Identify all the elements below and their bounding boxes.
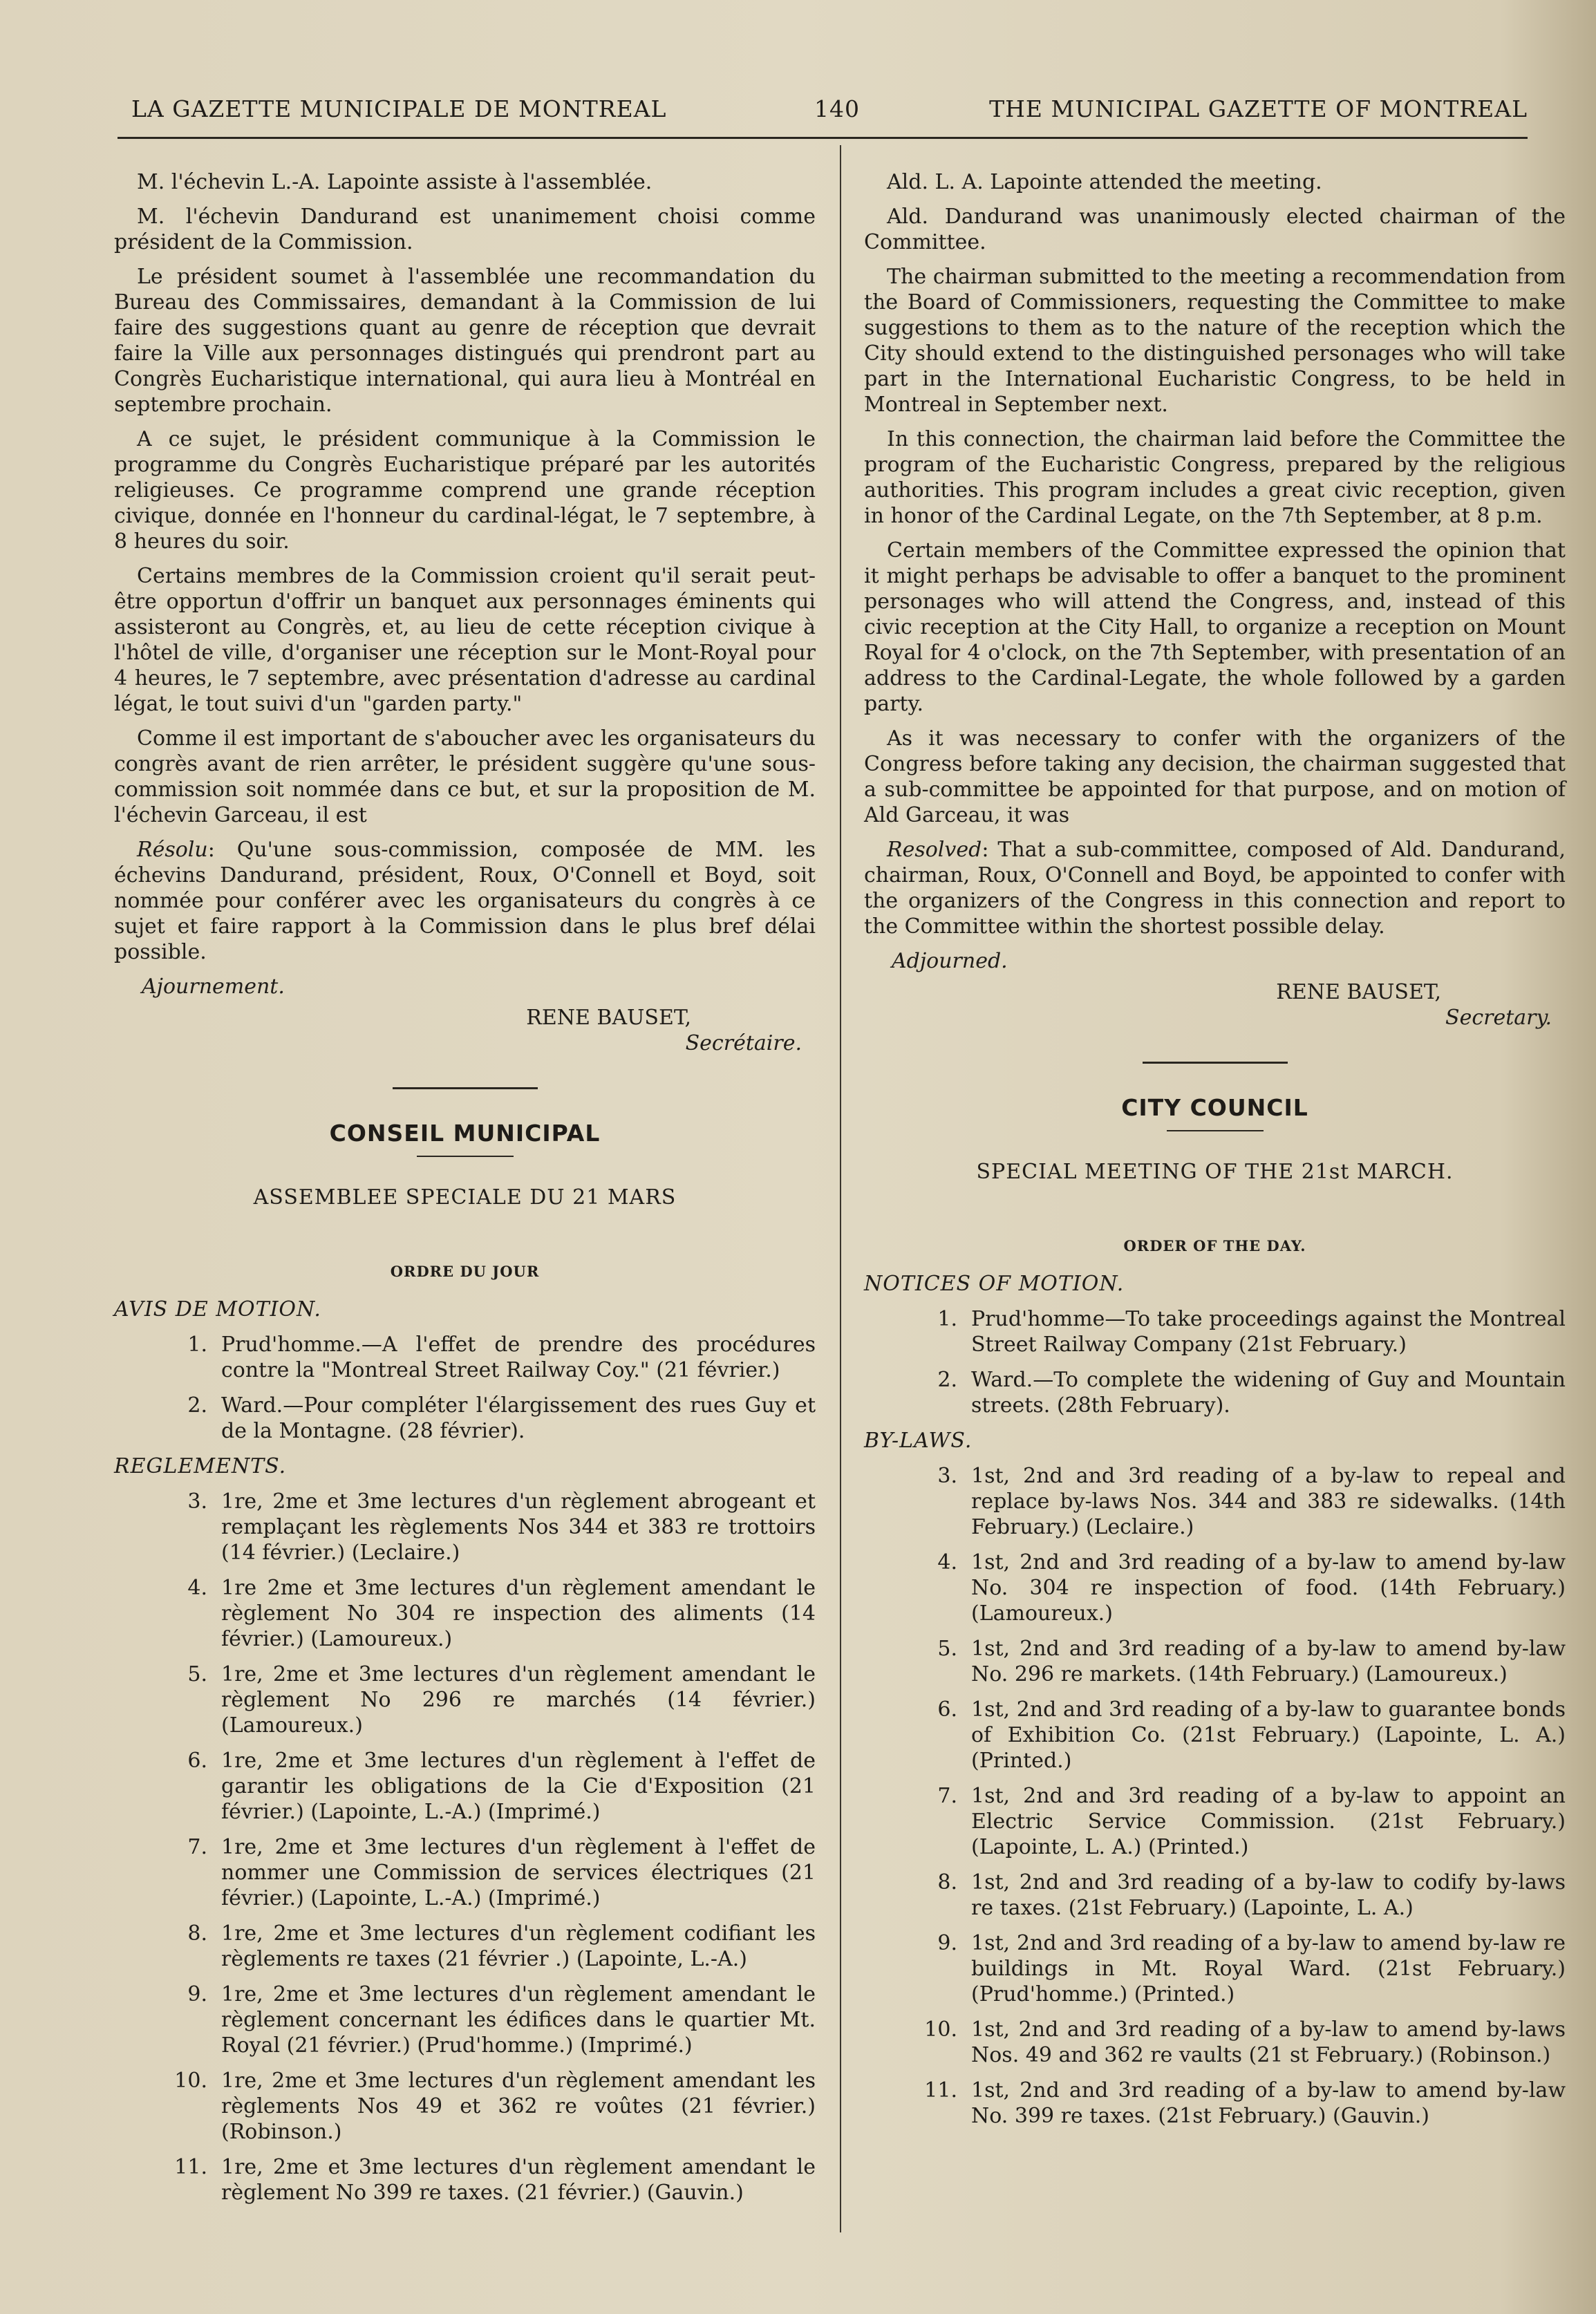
list-item	[864, 2078, 1566, 2129]
item-number: 4.	[937, 1550, 957, 1574]
item-text: 1st, 2nd and 3rd reading of a by-law to amend by-law No. 399 re taxes. (21st February.) (Gauvin.)	[971, 2078, 1566, 2128]
list-item	[864, 1636, 1566, 1687]
section-rule	[393, 1087, 538, 1089]
list-item	[864, 1783, 1566, 1860]
item-number: 7.	[187, 1835, 207, 1859]
item-number: 6.	[187, 1749, 207, 1773]
item-number: 7.	[937, 1784, 957, 1808]
item-number: 1.	[937, 1307, 957, 1331]
paragraph: A ce sujet, le président communique à la Commission le programme du Congrès Eucharistique préparé par les autorités religieuses. Ce programme comprend une grande réception civique, donnée en l'honneur du cardinal-légat, le 7 septembre, à 8 heures du soir.	[114, 427, 816, 554]
item-number: 9.	[937, 1931, 957, 1955]
paragraph: Ald. Dandurand was unanimously elected chairman of the Committee.	[864, 205, 1566, 254]
header-title-english: THE MUNICIPAL GAZETTE OF MONTREAL	[989, 95, 1528, 122]
paragraph: Certain members of the Committee expressed the opinion that it might perhaps be advisable to offer a banquet to the prominent personages who will attend the Congress, and, instead of this civic reception at the City Hall, to organize a reception on Mount Royal for 4 o'clock, on the 7th September, with presentation of an address to the Cardinal-Legate, the whole followed by a garden party.	[864, 538, 1566, 716]
paragraph: As it was necessary to confer with the organizers of the Congress before taking any decision, the chairman suggested that a sub-committee be appointed for that purpose, and on motion of Ald Garceau, it was	[864, 726, 1566, 827]
item-number: 4.	[187, 1576, 207, 1600]
item-text: 1st, 2nd and 3rd reading of a by-law to appoint an Electric Service Commission. (21st February.) (Lapointe, L. A.) (Printed.)	[971, 1784, 1566, 1859]
item-text: 1st, 2nd and 3rd reading of a by-law to amend by-law No. 304 re inspection of food. (14th February.) (Lamoureux.)	[971, 1550, 1566, 1626]
signature-title: Secrétaire.	[685, 1031, 802, 1055]
header-rule	[118, 137, 1528, 139]
item-number: 2.	[187, 1393, 207, 1418]
item-text: 1st, 2nd and 3rd reading of a by-law to guarantee bonds of Exhibition Co. (21st February.) (Lapointe, L. A.) (Printed.)	[971, 1697, 1566, 1773]
bylaws-heading: REGLEMENTS.	[114, 1454, 287, 1478]
item-number: 8.	[187, 1921, 207, 1946]
list-item	[864, 1550, 1566, 1626]
item-text: 1re, 2me et 3me lectures d'un règlement à l'effet de garantir les obligations de la Cie d'Exposition (21 février.) (Lapointe, L.-A.) (Imprimé.)	[221, 1749, 816, 1824]
paragraph: The chairman submitted to the meeting a recommendation from the Board of Commissioners, requesting the Committee to make suggestions to them as to the nature of the reception which the City should extend to the distinguished personages who will take part in the International Eucharistic Congress, to be held in Montreal in September next.	[864, 265, 1566, 417]
council-title: CONSEIL MUNICIPAL	[329, 1120, 601, 1147]
notices-heading: AVIS DE MOTION.	[114, 1297, 321, 1321]
item-number: 5.	[937, 1637, 957, 1661]
item-text: 1st, 2nd and 3rd reading of a by-law to codify by-laws re taxes. (21st February.) (Lapointe, L. A.)	[971, 1870, 1566, 1920]
council-title: CITY COUNCIL	[1121, 1094, 1308, 1121]
item-text: 1re, 2me et 3me lectures d'un règlement abrogeant et remplaçant les règlements Nos 344 et 383 re trottoirs (14 février.) (Leclaire.)	[221, 1489, 816, 1565]
list-item	[864, 1463, 1566, 1540]
list-item	[114, 1332, 816, 1383]
list-item	[114, 1748, 816, 1825]
list-item	[864, 1930, 1566, 2007]
item-text: 1re, 2me et 3me lectures d'un règlement amendant le règlement No 296 re marchés (14 février.) (Lamoureux.)	[221, 1662, 816, 1738]
signature-title: Secretary.	[1445, 1006, 1552, 1030]
item-text: 1st, 2nd and 3rd reading of a by-law to amend by-law No. 296 re markets. (14th February.) (Lamoureux.)	[971, 1637, 1566, 1686]
signature: RENE BAUSET,	[526, 1006, 691, 1030]
order-of-day: ORDRE DU JOUR	[390, 1263, 540, 1280]
item-text: 1re, 2me et 3me lectures d'un règlement à l'effet de nommer une Commission de services électriques (21 février.) (Lapointe, L.-A.) (Imprimé.)	[221, 1835, 816, 1910]
section-rule	[1143, 1062, 1288, 1064]
english-column	[864, 169, 1566, 2138]
page-number: 140	[814, 95, 860, 122]
item-number: 11.	[924, 2078, 957, 2103]
item-text: Prud'homme—To take proceedings against the Montreal Street Railway Company (21st February.)	[971, 1307, 1566, 1357]
item-text: 1st, 2nd and 3rd reading of a by-law to amend by-law re buildings in Mt. Royal Ward. (21st February.) (Prud'homme.) (Printed.)	[971, 1931, 1566, 2006]
meeting-title: SPECIAL MEETING OF THE 21st MARCH.	[976, 1160, 1454, 1184]
resolved-label: Resolved	[887, 838, 982, 862]
title-rule	[1167, 1130, 1264, 1131]
resolved-label: Résolu	[137, 838, 208, 862]
item-number: 2.	[937, 1368, 957, 1392]
paragraph: Comme il est important de s'aboucher avec les organisateurs du congrès avant de rien arrêter, le président suggère qu'une sous-commission soit nommée dans ce but, et sur la proposition de M. l'échevin Garceau, il est	[114, 726, 816, 827]
title-rule	[417, 1156, 514, 1157]
order-of-day: ORDER OF THE DAY.	[1123, 1237, 1306, 1254]
paragraph: Ald. L. A. Lapointe attended the meeting.	[887, 170, 1322, 194]
list-item	[114, 1834, 816, 1911]
item-number: 1.	[187, 1333, 207, 1357]
resolution	[114, 837, 816, 965]
list-item	[864, 1367, 1566, 1418]
list-item	[114, 2154, 816, 2205]
bylaws-heading: BY-LAWS.	[864, 1429, 973, 1453]
item-text: 1re, 2me et 3me lectures d'un règlement amendant le règlement No 399 re taxes. (21 février.) (Gauvin.)	[221, 2155, 816, 2205]
paragraph: Certains membres de la Commission croient qu'il serait peut-être opportun d'offrir un banquet aux personnages éminents qui assisteront au Congrès, et, au lieu de cette réception civique à l'hôtel de ville, d'organiser une réception sur le Mont-Royal pour 4 heures, le 7 septembre, avec présentation d'adresse au cardinal légat, le tout suivi d'un "garden party."	[114, 564, 816, 716]
item-number: 3.	[937, 1464, 957, 1488]
list-item	[114, 1982, 816, 2058]
meeting-title: ASSEMBLEE SPECIALE DU 21 MARS	[253, 1185, 677, 1210]
signature: RENE BAUSET,	[1276, 980, 1441, 1004]
item-number: 8.	[937, 1870, 957, 1894]
french-column	[114, 169, 816, 2215]
item-number: 11.	[174, 2155, 207, 2179]
item-text: Ward.—Pour compléter l'élargissement des rues Guy et de la Montagne. (28 février).	[221, 1393, 816, 1443]
resolved-text: : Qu'une sous-commission, composée de MM. les échevins Dandurand, président, Roux, O'Connell et Boyd, soit nommée pour conférer avec les organisateurs du congrès à ce sujet et faire rapport à la Commission dans le plus bref délai possible.	[114, 838, 816, 964]
adjournment: Ajournement.	[142, 975, 285, 999]
header-title-french: LA GAZETTE MUNICIPALE DE MONTREAL	[131, 95, 667, 122]
item-text: 1st, 2nd and 3rd reading of a by-law to amend by-laws Nos. 49 and 362 re vaults (21 st February.) (Robinson.)	[971, 2017, 1566, 2067]
item-text: 1st, 2nd and 3rd reading of a by-law to repeal and replace by-laws Nos. 344 and 383 re sidewalks. (14th February.) (Leclaire.)	[971, 1464, 1566, 1539]
item-number: 5.	[187, 1662, 207, 1686]
resolution	[864, 837, 1566, 939]
paragraph: M. l'échevin Dandurand est unanimement choisi comme président de la Commission.	[114, 205, 816, 254]
adjournment: Adjourned.	[892, 949, 1008, 973]
list-item	[864, 1306, 1566, 1357]
item-number: 6.	[937, 1697, 957, 1722]
list-item	[114, 1575, 816, 1652]
list-item	[864, 1697, 1566, 1774]
page-header	[118, 95, 1528, 137]
item-number: 3.	[187, 1489, 207, 1514]
list-item	[114, 1393, 816, 1444]
item-number: 9.	[187, 1982, 207, 2006]
item-number: 10.	[924, 2017, 957, 2042]
item-text: Prud'homme.—A l'effet de prendre des procédures contre la "Montreal Street Railway Coy." (21 février.)	[221, 1333, 816, 1382]
item-text: 1re 2me et 3me lectures d'un règlement amendant le règlement No 304 re inspection des aliments (14 février.) (Lamoureux.)	[221, 1576, 816, 1651]
paragraph: Le président soumet à l'assemblée une recommandation du Bureau des Commissaires, demandant à la Commission de lui faire des suggestions quant au genre de réception que devrait faire la Ville aux personnages distingués qui prendront part au Congrès Eucharistique international, qui aura lieu à Montréal en septembre prochain.	[114, 265, 816, 417]
column-divider	[840, 145, 841, 2232]
list-item	[114, 1921, 816, 1972]
paragraph: M. l'échevin L.-A. Lapointe assiste à l'assemblée.	[137, 170, 653, 194]
list-item	[114, 2068, 816, 2145]
resolved-text: : That a sub-committee, composed of Ald. Dandurand, chairman, Roux, O'Connell and Boyd, be appointed to confer with the organizers of the Congress in this connection and report to the Committee within the shortest possible delay.	[864, 838, 1566, 939]
list-item	[864, 2017, 1566, 2068]
list-item	[114, 1662, 816, 1738]
paragraph: In this connection, the chairman laid before the Committee the program of the Eucharistic Congress, prepared by the religious authorities. This program includes a great civic reception, given in honor of the Cardinal Legate, on the 7th September, at 8 p.m.	[864, 427, 1566, 528]
list-item	[114, 1489, 816, 1565]
list-item	[864, 1870, 1566, 1921]
item-text: 1re, 2me et 3me lectures d'un règlement amendant les règlements Nos 49 et 362 re voûtes (21 février.) (Robinson.)	[221, 2069, 816, 2144]
notices-heading: NOTICES OF MOTION.	[864, 1272, 1125, 1296]
item-text: Ward.—To complete the widening of Guy and Mountain streets. (28th February).	[971, 1368, 1566, 1418]
item-text: 1re, 2me et 3me lectures d'un règlement amendant le règlement concernant les édifices dans le quartier Mt. Royal (21 février.) (Prud'homme.) (Imprimé.)	[221, 1982, 816, 2058]
item-text: 1re, 2me et 3me lectures d'un règlement codifiant les règlements re taxes (21 février .) (Lapointe, L.-A.)	[221, 1921, 816, 1971]
item-number: 10.	[174, 2069, 207, 2093]
